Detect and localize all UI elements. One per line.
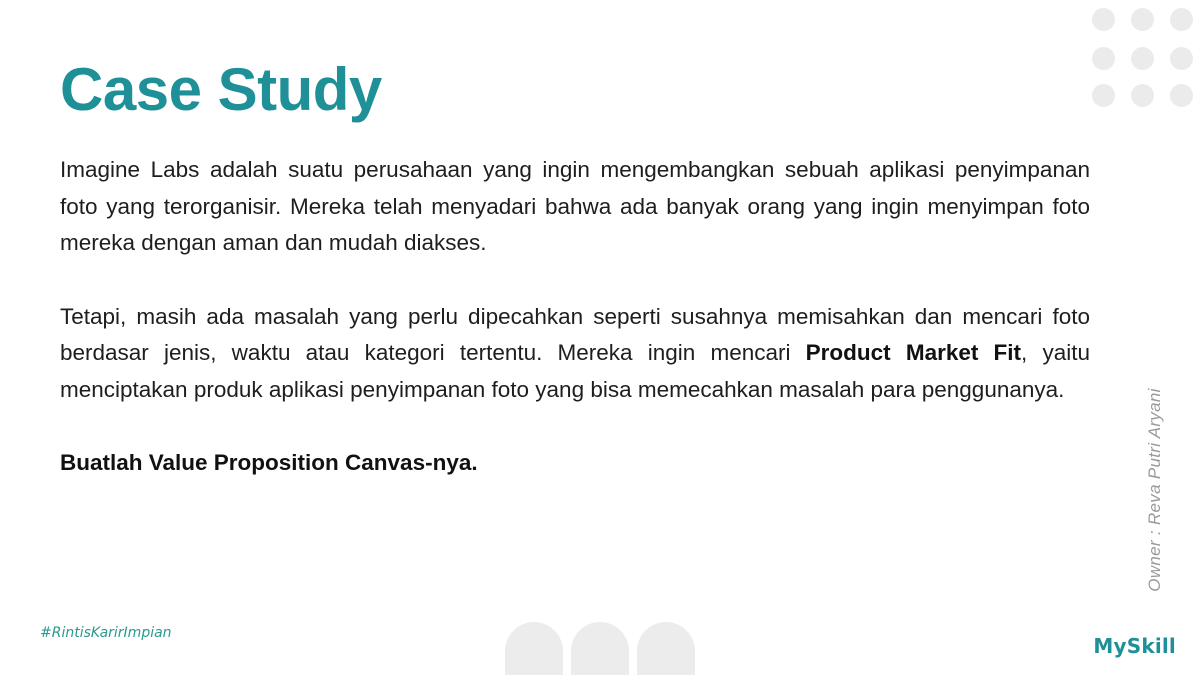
slide-title: Case Study [60, 56, 382, 123]
decor-dot [1092, 8, 1115, 31]
decor-dot [1131, 84, 1154, 107]
decor-dot [1131, 8, 1154, 31]
decor-arch [571, 622, 629, 675]
arch-decoration [505, 622, 695, 675]
decor-arch [505, 622, 563, 675]
task-instruction: Buatlah Value Proposition Canvas-nya. [60, 450, 478, 475]
decor-dot [1092, 84, 1115, 107]
decor-dot [1170, 47, 1193, 70]
problem-text-start: Tetapi, masih ada masalah yang perlu dipecahkan seperti susahnya memisahkan dan mencari foto berdasar jenis, waktu atau kategori tertentu. Mereka ingin mencari [60, 303, 1090, 365]
decor-dot [1170, 8, 1193, 31]
slide-body [60, 152, 1090, 482]
decor-dot [1092, 47, 1115, 70]
decor-dot [1170, 84, 1193, 107]
product-market-fit-term: Product Market Fit [805, 340, 1022, 365]
owner-credit: Owner : Reva Putri Aryani [1145, 388, 1164, 592]
decor-dot [1131, 47, 1154, 70]
hashtag-label: #RintisKarirImpian [40, 625, 172, 641]
problem-text-end: , yaitu menciptakan produk aplikasi penyimpanan foto yang bisa memecahkan masalah para penggunanya. [60, 340, 1091, 402]
intro-paragraph: Imagine Labs adalah suatu perusahaan yang ingin mengembangkan sebuah aplikasi penyimpanan foto yang terorganisir. Mereka telah menyadari bahwa ada banyak orang yang ingin menyimpan foto mereka dengan aman dan mudah diakses. [60, 157, 1090, 255]
problem-paragraph [60, 299, 1090, 409]
myskill-logo: MySkill [1093, 634, 1176, 658]
decor-arch [637, 622, 695, 675]
dot-grid-decoration [1092, 8, 1200, 112]
